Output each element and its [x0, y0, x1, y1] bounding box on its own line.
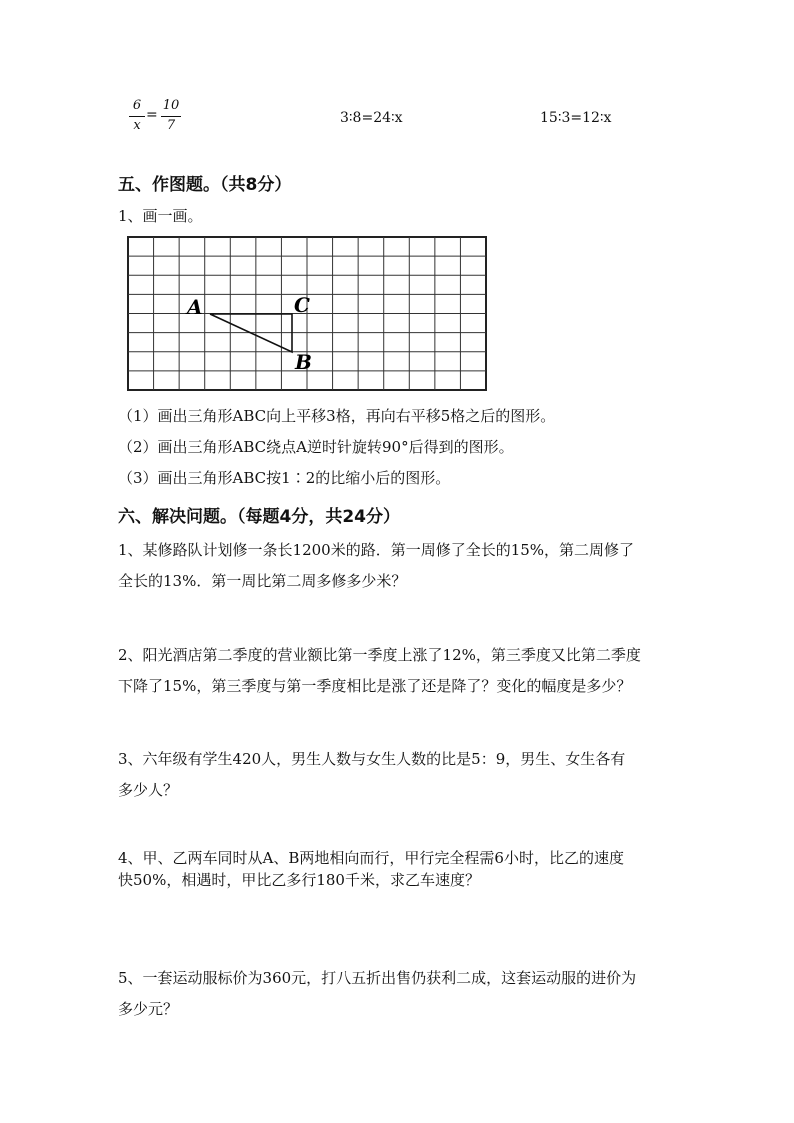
- eq1-denominator-right: 7: [166, 118, 176, 133]
- problem-1-line-1: 1、某修路队计划修一条长1200米的路．第一周修了全长的15%，第二周修了: [118, 541, 635, 559]
- problem-2-line-2: 下降了15%，第三季度与第一季度相比是涨了还是降了？变化的幅度是多少？: [118, 677, 632, 695]
- section5-title: 五、作图题。（共8分）: [118, 175, 292, 195]
- drawing-item-2: （2）画出三角形ABC绕点A逆时针旋转90°后得到的图形。: [118, 438, 514, 456]
- eq1-fraction-bar-left: [129, 116, 145, 117]
- problem-1-line-2: 全长的13%．第一周比第二周多修多少米？: [118, 572, 407, 590]
- problem-5-line-2: 多少元？: [118, 1000, 179, 1018]
- problem-3-line-2: 多少人？: [118, 781, 179, 799]
- problem-2-line-1: 2、阳光酒店第二季度的营业额比第一季度上涨了12%，第三季度又比第二季度: [118, 646, 641, 664]
- eq1-equals: =: [146, 107, 158, 123]
- equation-2: 3∶8=24∶x: [340, 110, 403, 126]
- eq1-numerator-right: 10: [162, 98, 180, 113]
- equation-3: 15∶3=12∶x: [540, 110, 612, 126]
- question1-title: 1、画一画。: [118, 207, 203, 225]
- eq1-numerator-left: 6: [132, 98, 142, 113]
- eq1-denominator-left: x: [133, 118, 141, 133]
- point-a-label: A: [187, 295, 203, 319]
- drawing-item-3: （3）画出三角形ABC按1∶2的比缩小后的图形。: [118, 469, 451, 487]
- problem-3-line-1: 3、六年级有学生420人，男生人数与女生人数的比是5：9，男生、女生各有: [118, 750, 626, 768]
- section6-title: 六、解决问题。（每题4分，共24分）: [118, 507, 400, 527]
- drawing-grid: [127, 236, 489, 398]
- drawing-item-1: （1）画出三角形ABC向上平移3格，再向右平移5格之后的图形。: [118, 407, 556, 425]
- grid-svg: [127, 236, 489, 394]
- point-c-label: C: [294, 293, 310, 317]
- problem-4-line-2: 快50%，相遇时，甲比乙多行180千米，求乙车速度？: [118, 871, 480, 889]
- problem-5-line-1: 5、一套运动服标价为360元，打八五折出售仍获利二成，这套运动服的进价为: [118, 969, 637, 987]
- eq1-fraction-bar-right: [161, 116, 181, 117]
- problem-4-line-1: 4、甲、乙两车同时从A、B两地相向而行，甲行完全程需6小时，比乙的速度: [118, 849, 624, 867]
- point-b-label: B: [295, 350, 312, 374]
